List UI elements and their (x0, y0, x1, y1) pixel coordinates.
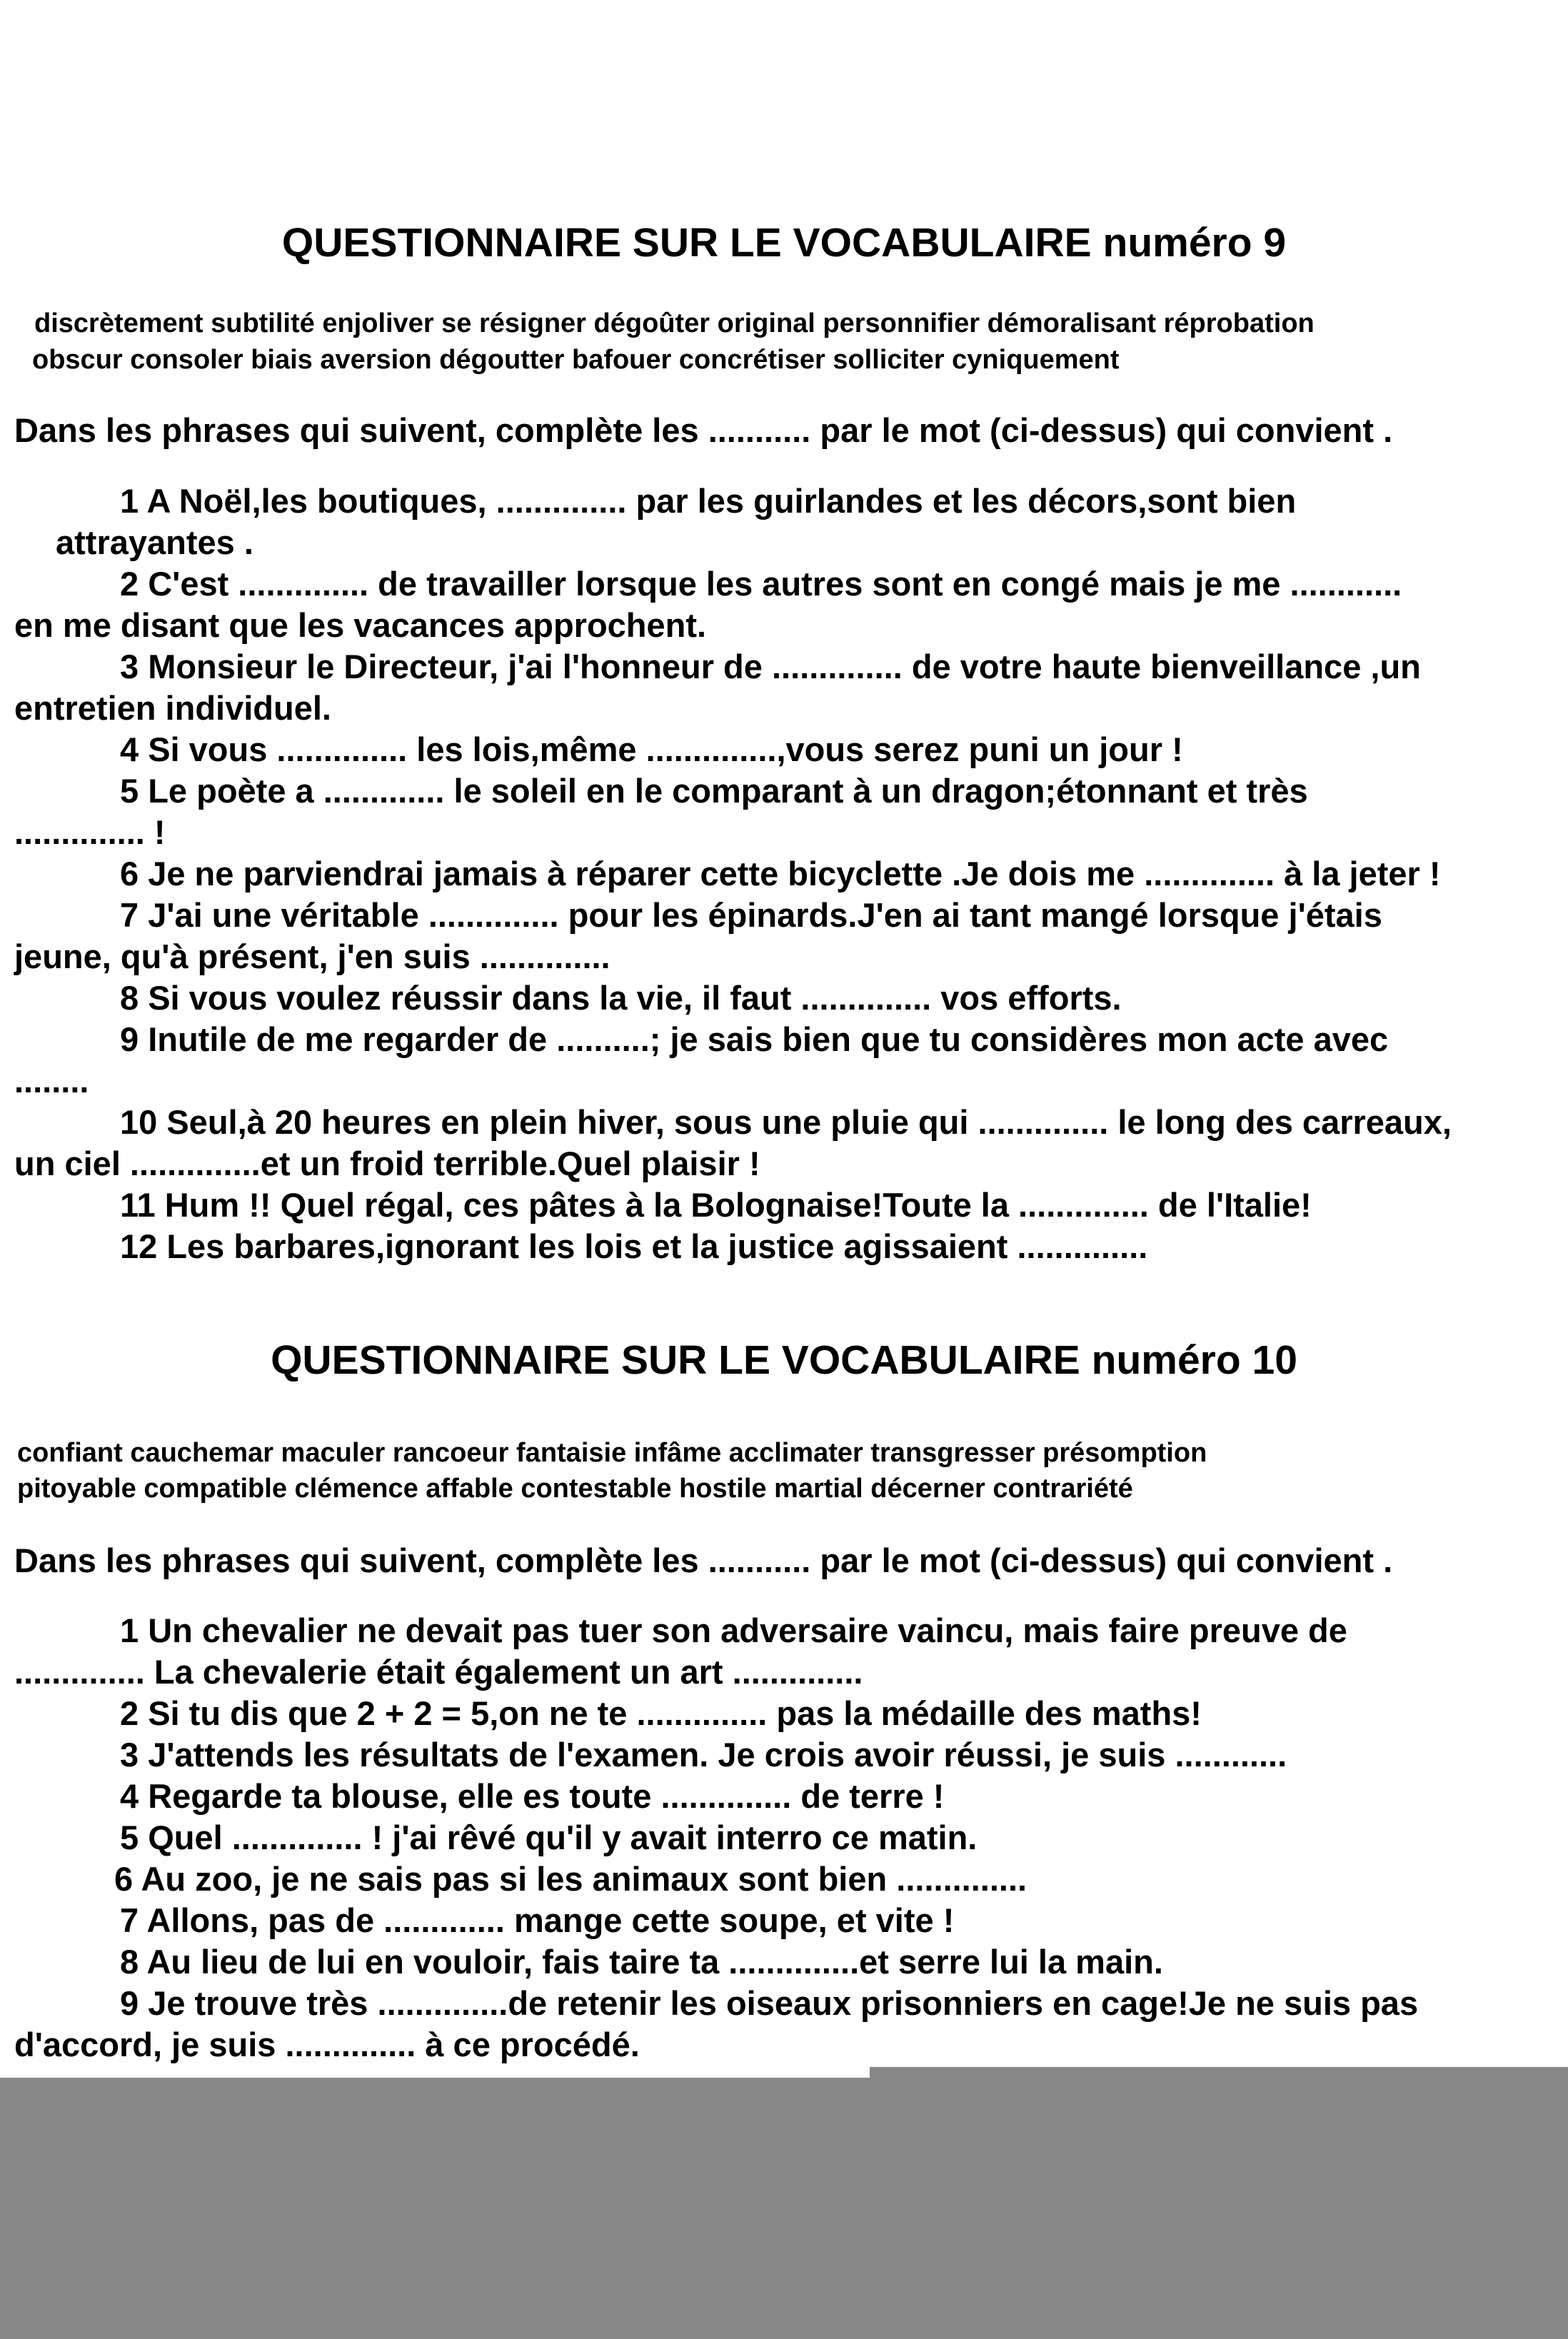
question-9-11: 11 Hum !! Quel régal, ces pâtes à la Bolognaise!Toute la .............. de l'Italie! (120, 1186, 1312, 1224)
word-list-10-line-1: confiant cauchemar maculer rancoeur fantaisie infâme acclimater transgresser présomption (17, 1438, 1207, 1468)
questionnaire-10-title: QUESTIONNAIRE SUR LE VOCABULAIRE numéro 10 (271, 1337, 1297, 1383)
question-10-7: 7 Allons, pas de ............. mange cette soupe, et vite ! (120, 1901, 955, 1939)
question-9-3: 3 Monsieur le Directeur, j'ai l'honneur de .............. de votre haute bienveillance ,un (120, 648, 1421, 685)
question-9-7-cont: jeune, qu'à présent, j'en suis .............. (14, 937, 610, 975)
question-9-1: 1 A Noël,les boutiques, .............. par les guirlandes et les décors,sont bien (120, 482, 1297, 520)
question-9-7: 7 J'ai une véritable .............. pour les épinards.J'en ai tant mangé lorsque j'étais (120, 896, 1382, 934)
instruction-10: Dans les phrases qui suivent, complète les ........... par le mot (ci-dessus) qui convient . (14, 1541, 1393, 1579)
question-10-1-cont: .............. La chevalerie était également un art .............. (14, 1653, 863, 1691)
question-9-3-cont: entretien individuel. (14, 689, 331, 727)
question-10-2: 2 Si tu dis que 2 + 2 = 5,on ne te .............. pas la médaille des maths! (120, 1694, 1202, 1732)
question-10-3: 3 J'attends les résultats de l'examen. Je crois avoir réussi, je suis ............ (120, 1736, 1287, 1774)
scan-gray-band (0, 2078, 1568, 2339)
question-9-4: 4 Si vous .............. les lois,même ..............,vous serez puni un jour ! (120, 730, 1183, 768)
question-9-2-cont: en me disant que les vacances approchent. (14, 606, 707, 644)
question-9-10-cont: un ciel ..............et un froid terrible.Quel plaisir ! (14, 1145, 760, 1182)
word-list-9-line-2: obscur consoler biais aversion dégoutter bafouer concrétiser solliciter cyniquement (32, 345, 1120, 375)
question-10-8: 8 Au lieu de lui en vouloir, fais taire ta ..............et serre lui la main. (120, 1943, 1163, 1981)
question-9-6: 6 Je ne parviendrai jamais à réparer cette bicyclette .Je dois me .............. à la jeter ! (120, 855, 1441, 892)
question-9-12: 12 Les barbares,ignorant les lois et la justice agissaient .............. (120, 1227, 1148, 1265)
question-9-9: 9 Inutile de me regarder de ..........; je sais bien que tu considères mon acte avec (120, 1020, 1389, 1058)
word-list-9-line-1: discrètement subtilité enjoliver se résigner dégoûter original personnifier démoralisant réprobation (34, 308, 1315, 338)
question-10-1: 1 Un chevalier ne devait pas tuer son adversaire vaincu, mais faire preuve de (120, 1611, 1347, 1649)
instruction-9: Dans les phrases qui suivent, complète les ........... par le mot (ci-dessus) qui convient . (14, 411, 1393, 449)
question-10-6: 6 Au zoo, je ne sais pas si les animaux sont bien .............. (114, 1860, 1027, 1898)
question-10-9: 9 Je trouve très ..............de retenir les oiseaux prisonniers en cage!Je ne suis pas (120, 1984, 1419, 2022)
question-9-2: 2 C'est .............. de travailler lorsque les autres sont en congé mais je me ............ (120, 565, 1402, 603)
question-9-5: 5 Le poète a ............. le soleil en le comparant à un dragon;étonnant et très (120, 772, 1308, 810)
questionnaire-9-title: QUESTIONNAIRE SUR LE VOCABULAIRE numéro 9 (281, 220, 1287, 266)
question-10-5: 5 Quel .............. ! j'ai rêvé qu'il y avait interro ce matin. (120, 1819, 978, 1856)
question-9-1-cont: attrayantes . (56, 523, 253, 561)
question-10-9-cont: d'accord, je suis .............. à ce procédé. (14, 2026, 640, 2063)
question-9-5-cont: .............. ! (14, 813, 166, 851)
word-list-10-line-2: pitoyable compatible clémence affable contestable hostile martial décerner contrariété (17, 1474, 1133, 1504)
question-9-10: 10 Seul,à 20 heures en plein hiver, sous une pluie qui .............. le long des carreaux, (120, 1103, 1452, 1141)
question-9-9-cont: ........ (14, 1062, 89, 1100)
question-10-4: 4 Regarde ta blouse, elle es toute .............. de terre ! (120, 1777, 945, 1815)
question-9-8: 8 Si vous voulez réussir dans la vie, il faut .............. vos efforts. (120, 979, 1122, 1017)
